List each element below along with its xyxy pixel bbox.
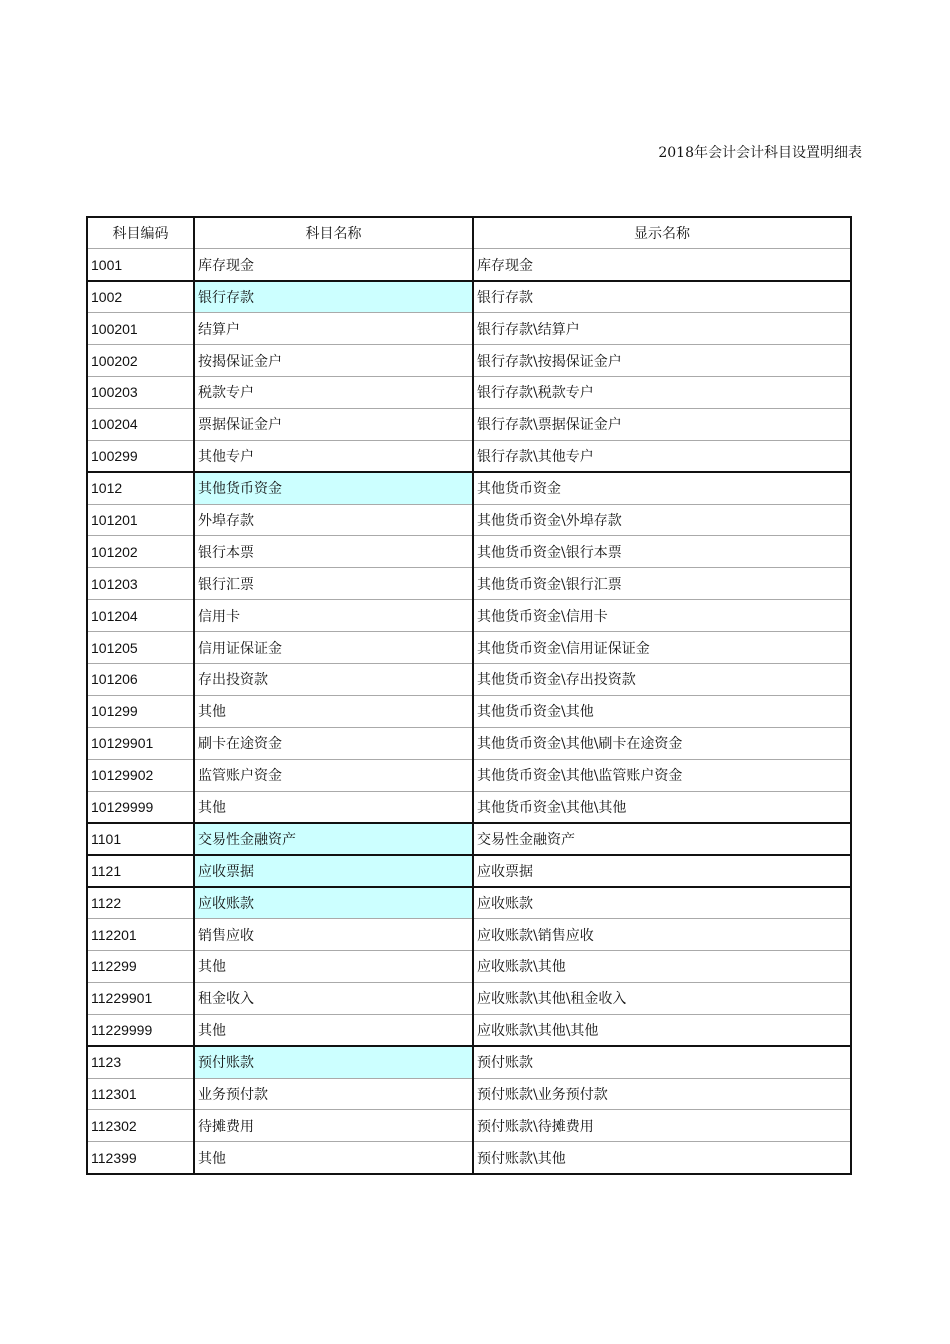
account-name-cell: 结算户 (194, 313, 473, 345)
account-code-cell: 1123 (87, 1046, 194, 1078)
table-row (87, 855, 851, 887)
display-name-cell: 其他货币资金\其他 (473, 695, 851, 727)
table-row (87, 1142, 851, 1174)
account-name-cell: 其他 (194, 950, 473, 982)
table-row (87, 919, 851, 951)
display-name-cell: 其他货币资金\信用卡 (473, 600, 851, 632)
display-name-cell: 银行存款\结算户 (473, 313, 851, 345)
account-name-cell: 银行存款 (194, 281, 473, 313)
display-name-cell: 交易性金融资产 (473, 823, 851, 855)
display-name-cell: 预付账款\业务预付款 (473, 1078, 851, 1110)
account-code-cell: 112301 (87, 1078, 194, 1110)
display-name-cell: 其他货币资金\信用证保证金 (473, 632, 851, 664)
display-name-cell: 预付账款 (473, 1046, 851, 1078)
account-code-cell: 101206 (87, 663, 194, 695)
table-row (87, 759, 851, 791)
account-name-cell: 存出投资款 (194, 663, 473, 695)
account-code-cell: 1101 (87, 823, 194, 855)
account-name-cell: 其他 (194, 695, 473, 727)
account-name-cell: 其他 (194, 1014, 473, 1046)
display-name-cell: 应收账款 (473, 887, 851, 919)
display-name-cell: 预付账款\其他 (473, 1142, 851, 1174)
account-code-cell: 101205 (87, 632, 194, 664)
table-row (87, 1078, 851, 1110)
display-name-cell: 应收账款\其他\其他 (473, 1014, 851, 1046)
account-name-cell: 银行本票 (194, 536, 473, 568)
account-code-cell: 100201 (87, 313, 194, 345)
account-code-cell: 101201 (87, 504, 194, 536)
table-row (87, 823, 851, 855)
account-name-cell: 其他货币资金 (194, 472, 473, 504)
display-name-cell: 其他货币资金\银行本票 (473, 536, 851, 568)
table-row (87, 536, 851, 568)
account-name-cell: 信用证保证金 (194, 632, 473, 664)
account-name-cell: 外埠存款 (194, 504, 473, 536)
account-code-cell: 1001 (87, 249, 194, 281)
account-name-cell: 按揭保证金户 (194, 345, 473, 377)
table-row (87, 281, 851, 313)
account-name-cell: 库存现金 (194, 249, 473, 281)
header-account-code: 科目编码 (87, 217, 194, 249)
table-row (87, 1014, 851, 1046)
display-name-cell: 银行存款\税款专户 (473, 376, 851, 408)
account-code-cell: 101299 (87, 695, 194, 727)
account-code-cell: 112399 (87, 1142, 194, 1174)
account-name-cell: 信用卡 (194, 600, 473, 632)
table-row (87, 663, 851, 695)
account-code-cell: 100202 (87, 345, 194, 377)
table-row (87, 440, 851, 472)
display-name-cell: 银行存款\票据保证金户 (473, 408, 851, 440)
account-code-cell: 100203 (87, 376, 194, 408)
table-row (87, 1110, 851, 1142)
account-code-cell: 1012 (87, 472, 194, 504)
display-name-cell: 库存现金 (473, 249, 851, 281)
account-name-cell: 销售应收 (194, 919, 473, 951)
table-row (87, 568, 851, 600)
display-name-cell: 银行存款\其他专户 (473, 440, 851, 472)
table-body (87, 249, 851, 1174)
account-name-cell: 待摊费用 (194, 1110, 473, 1142)
account-code-cell: 112302 (87, 1110, 194, 1142)
table-row (87, 887, 851, 919)
account-table (86, 216, 852, 1175)
table-row (87, 376, 851, 408)
table-row (87, 472, 851, 504)
account-name-cell: 其他 (194, 791, 473, 823)
table-row (87, 249, 851, 281)
table-row (87, 950, 851, 982)
display-name-cell: 银行存款\按揭保证金户 (473, 345, 851, 377)
account-name-cell: 其他 (194, 1142, 473, 1174)
display-name-cell: 预付账款\待摊费用 (473, 1110, 851, 1142)
account-code-cell: 1121 (87, 855, 194, 887)
account-name-cell: 银行汇票 (194, 568, 473, 600)
account-code-cell: 10129902 (87, 759, 194, 791)
display-name-cell: 其他货币资金\银行汇票 (473, 568, 851, 600)
account-code-cell: 11229999 (87, 1014, 194, 1046)
account-name-cell: 其他专户 (194, 440, 473, 472)
display-name-cell: 其他货币资金\其他\其他 (473, 791, 851, 823)
account-name-cell: 监管账户资金 (194, 759, 473, 791)
display-name-cell: 其他货币资金 (473, 472, 851, 504)
header-account-name: 科目名称 (194, 217, 473, 249)
account-name-cell: 业务预付款 (194, 1078, 473, 1110)
table-row (87, 632, 851, 664)
account-code-cell: 101204 (87, 600, 194, 632)
table-row (87, 313, 851, 345)
table-row (87, 345, 851, 377)
table-row (87, 600, 851, 632)
account-code-cell: 112201 (87, 919, 194, 951)
display-name-cell: 应收账款\其他 (473, 950, 851, 982)
account-name-cell: 应收票据 (194, 855, 473, 887)
table-row (87, 504, 851, 536)
account-code-cell: 101203 (87, 568, 194, 600)
table-row (87, 982, 851, 1014)
display-name-cell: 银行存款 (473, 281, 851, 313)
account-code-cell: 10129999 (87, 791, 194, 823)
account-code-cell: 112299 (87, 950, 194, 982)
table-header-row (87, 217, 851, 249)
account-name-cell: 票据保证金户 (194, 408, 473, 440)
account-code-cell: 11229901 (87, 982, 194, 1014)
account-name-cell: 租金收入 (194, 982, 473, 1014)
account-name-cell: 税款专户 (194, 376, 473, 408)
account-name-cell: 应收账款 (194, 887, 473, 919)
account-code-cell: 100204 (87, 408, 194, 440)
display-name-cell: 应收账款\其他\租金收入 (473, 982, 851, 1014)
table-row (87, 408, 851, 440)
display-name-cell: 其他货币资金\存出投资款 (473, 663, 851, 695)
table-row (87, 695, 851, 727)
display-name-cell: 应收账款\销售应收 (473, 919, 851, 951)
account-name-cell: 预付账款 (194, 1046, 473, 1078)
account-code-cell: 1002 (87, 281, 194, 313)
document-title: 2018年会计会计科目设置明细表 (658, 145, 862, 161)
account-name-cell: 交易性金融资产 (194, 823, 473, 855)
display-name-cell: 应收票据 (473, 855, 851, 887)
account-code-cell: 101202 (87, 536, 194, 568)
account-code-cell: 1122 (87, 887, 194, 919)
table-row (87, 1046, 851, 1078)
display-name-cell: 其他货币资金\其他\刷卡在途资金 (473, 727, 851, 759)
header-display-name: 显示名称 (473, 217, 851, 249)
table-row (87, 727, 851, 759)
account-code-cell: 100299 (87, 440, 194, 472)
display-name-cell: 其他货币资金\外埠存款 (473, 504, 851, 536)
account-name-cell: 刷卡在途资金 (194, 727, 473, 759)
account-code-cell: 10129901 (87, 727, 194, 759)
table-row (87, 791, 851, 823)
display-name-cell: 其他货币资金\其他\监管账户资金 (473, 759, 851, 791)
